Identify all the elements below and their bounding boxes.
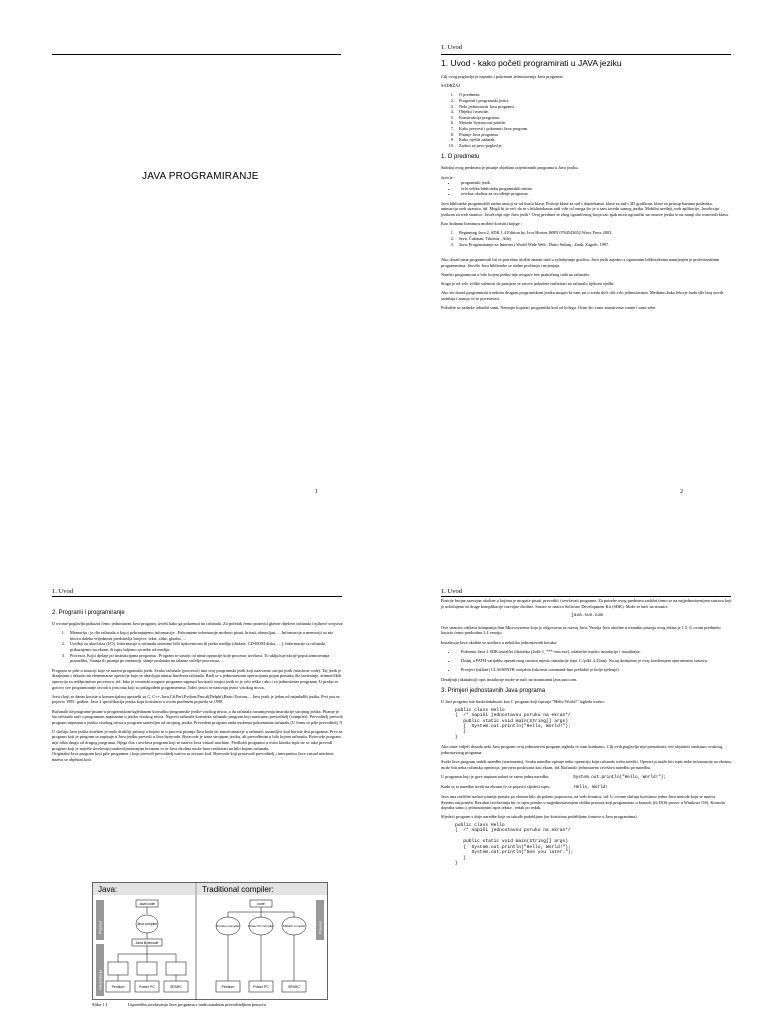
literature-item: 2. Java, Čukman, Tihomir , Alfej <box>455 236 729 242</box>
paragraph: Program se piše u notaciji koje se naziva programski jezik. Svako računalo (procesor) ima svoj programski jezik koji nazivamo strojni jezik (machine code). Taj jezik je dizajniran s faksom na elementarne operacije koje se obavljaju unutar hardvera računala. Radi se o jednostavnim operacijama poput pomaka iliz izmeranje, aritmetičkih operacija za redžprimitno procesora, itd. Iako je teoretski moguće programe napisati koristeći strojni jezik to je vrlo teško i ako i za jednostavne programe. U praksi se gotovo sve programiranje izvodi u jezicima koji su prilagođeni programerima. Takvi jezici se nazivaju jezici visokog nivoa. <box>52 667 342 690</box>
paragraph <box>441 784 733 791</box>
paragraph <box>441 774 733 781</box>
target-sparc-traditional: SPARC <box>288 985 300 989</box>
toc-list <box>441 92 729 148</box>
page-3 <box>0 512 384 1024</box>
header-rule <box>52 596 342 597</box>
target-pentium-traditional: Pentium <box>221 985 235 989</box>
list-item: 1. Memorija : je dio računala u kojoj pohranjujemo informacije . Pohranjene informacije moženo pisati, brisati, obnavljati, ... Informacije u memoriji su niz bitova daleka vrijednosti predstavlja brojeve, tekst, slike, glazbu, ... <box>66 630 344 641</box>
java-panel-label: Java: <box>98 885 118 894</box>
running-header: 1. Uvod <box>441 44 462 51</box>
inline-code: System.out.println("Hello, World!"); <box>573 774 666 780</box>
page-4 <box>384 512 768 1024</box>
side-label-translation-right: Prijevod <box>318 921 323 934</box>
paragraph: Svaki Java program sadrži naredbe (statements). Svaka naredba opisuje neku operaciju koju računalo treba izvršiti. Operacija može biti ispis neke informacije na ekranu, može biti neka računska operacija, provjera poslovana kao ekran, itd. Računalo jednostavno izvršava naredbu po naredbu. <box>441 758 732 770</box>
page-number: 2 <box>680 489 683 495</box>
toc-item: 1. O predmetu. <box>455 92 729 98</box>
bullet-item: • programski jezik <box>457 180 729 186</box>
figure-caption-text: Usporedba izvršavanja Java programa s tradicionalnim prevoditeljima pomoću <box>127 1002 267 1007</box>
section-heading: 1. O predmetu <box>441 154 480 161</box>
paragraph: U slučaju Java jezika korišten je malo drukčiji pristup u kojem se u procesu pisanja Java koda do transformacije u računalo razumljivi kod koriste dva programa. Prvo se program koji je program se zapisuje u Java jeziku prevodi u Java bytecode. Bytecode je izraz strojnom jeziku, ali prevođenim u bilo kojem računalu. Bytecode program nije ništa drugo od drugog programa. Njega čita i izvršava program koji se naziva Java virtual machine. Predložit programu u ovim koraka ispit ste se tako prevodi program koji je najviše izvršavaju nadovoljnotavnjim brzinom to se Java okolina može brzo realizirati na bilo kojem računalu. <box>52 728 343 751</box>
paragraph: Ove stranice održava kompanija Sun Microsystems koja je odgovorna za razvoj Java. Verzija Java okoline u trenutku pisanja ovog teksta je 1.5. U ovom predmetu koristit ćemo prethodnu 1.4 verziju. <box>441 624 721 636</box>
paragraph: Stoga je od vrlo velike važnosti da primjere se setove pokušete realizirati na računalu tijekom vježbi. <box>441 281 615 287</box>
figure-caption <box>92 1002 266 1007</box>
target-sparc: SPARC <box>170 985 182 989</box>
paragraph: Naučiti programirati u bilo kojem jeziku nije moguće bez praktičnog rada na računalu. <box>441 272 590 277</box>
compiler-powerpc: Power PC compiler <box>248 924 274 928</box>
paragraph: Pokušite se zadatke odraditi sami. Nemojte kopirati programski kod od kolega. Ocim što vaste znanstvena varate i sami sebe. <box>441 305 657 311</box>
sdk-url: java.sun.com <box>571 613 603 619</box>
paragraph: Java ima različite načine pisanja poruke po ekranu bilo da poleno poprozoru, na web stranicu, itd. U ovome slučaju koristimo jedna Java metoda koju se naziva System.out.println. Rezultat izvršavanja bit će ispis poruke u najjednostavnijem obliku prozora koji programirao u konzoli (ili DOS prozor u Windows OS). Konzola dopušta samo s jednostavnim ispis teksta , redak po redak. <box>441 794 725 811</box>
compiler-sparc: SPARC compiler <box>282 924 306 928</box>
target-pentium: Pentium <box>111 985 125 989</box>
paragraph: Sadržaj ovog predmeta je pisanje objektno orijentiranih programa u Java jeziku. <box>441 165 579 171</box>
figure-number: Slika 1.1 <box>92 1002 108 1007</box>
paragraph: U Javi program iste funkcionalnosti kao C program koji ispisuje "Hello World!" izgleda ovako: <box>441 699 605 705</box>
traditional-panel-label: Traditional compiler: <box>202 885 274 894</box>
install-step: • Provjeri (ukloni) CLASSPATH varijablu (iskoristi command-line prekidač je bolje rješenje). <box>457 667 733 673</box>
side-label-translation: Prijevod <box>98 921 103 934</box>
java-compiler-node: Java compiler <box>136 922 158 926</box>
header-rule <box>441 54 731 55</box>
target-powerpc-traditional: Power PC <box>253 985 269 989</box>
page-2 <box>384 0 768 512</box>
paragraph: Ako ste dosad programirali u nekom drugom programskom jeziku mogao bi vam pri u sredu doći trik vrlo jednostavnim. Međutim kako lekcije budu išle broj novih sadržaja i znanja će se povećavati. <box>441 290 724 301</box>
toc-item: 4. Objekti i metode. <box>455 109 729 115</box>
paragraph: Ako dosad niste programirali bit će potrebno uložiti znatan trud u svladavanje gradiva. Java jezik zajedno s ogromnim bibliotekama namijenjen je profesionalnim programerima. Stoviše Java biblioteke se stalno proširuju i mijenjaju. <box>441 257 720 268</box>
page-body <box>52 604 344 766</box>
code-listing: public class Hello { /* napiši jednostavnu poruku na ekran*/ public static void main(String[] args) { System.out.println("Hello, World!"); System.out.println("See you later."); } } <box>455 823 574 866</box>
paragraph: Jezici koji se danas koriste u komercijalnoj upotrebi su C, C++,Java,C#,Perl,Python,Pascal(Delphi),Basic,Fortran,... Java jezik je jedan od najmlađih jezika. Prvi put se pojavio 1995. godine. Java 2 specifikacija jezika koju koristimo u ovom predmetu pojavila se 1998. <box>52 693 340 705</box>
page-number: 1 <box>315 489 318 495</box>
bullet-list <box>441 180 729 197</box>
paragraph: Računalo da programe pisane u programskom ugledanom korisniku programske jezike visokog nivoa, a da računala razumijevaju instrukcije strojnog jezika. Pitanje je što računalo radi s programom napisanim u jeziku visokog nivoa. Najveći računale korisnika računalo program koji nazivamo prevoditelj (compiler). Prevoditelj prevodi program napisanu u jeziku visokog nivoa u program sastavljen od strojnog jezika. Prevedeni program onda možemo pokrenutina računalu (U čemu se piše prevoditelj ?) <box>52 708 343 725</box>
toc-item: 3. Neki jednostavni Java programi. <box>455 104 729 110</box>
paragraph: Ako niste vidjeli dosada neki Java program ovaj jednostavni program izgleda će vam konfuzno. Cilj ovih poglavlja nije preuzimati, već objasniti strukturu ovakvog jednostavnog programa. <box>441 744 723 755</box>
section-heading: 2. Programi i programiranje <box>52 610 125 616</box>
paragraph: Postoje brojne razvojne okoline u kojima je moguće pisati, prevoditi i izvršavati programe. Za potrebe ovog predmeta zadržat ćemo se na najjednostavnijem sustavu koji je uobičajeno za druge komplikacije razvojne okoline. Sustav se naziva Software Development Kit (SDK). Može se naći na stranici: <box>441 598 732 609</box>
java-bytecode-box: Java Bytecode <box>135 941 159 945</box>
java-code-box: Java code <box>139 902 155 906</box>
paragraph: Detaljniji (aktualniji) opis instalacije može se naći na stranicama java.sun.com. <box>441 676 578 682</box>
intro-paragraph: Cilj ovog poglavlja je naputiti i pokrenuti jednostavnije Java programe. <box>441 74 564 79</box>
section-heading: 3. Primjeri jednostavnih Java programa <box>441 688 546 695</box>
paragraph: Kao dodatnu literaturu možete koristiti knjige : <box>441 221 522 227</box>
paragraph: Java biblioteke programskih rutina sastoji se od tisuća klasa. Postoje klase za rad s datotekama, klase za rad s 3D grafikom, klase za pristup bazama podataka, animaciju web stranica, itd. Mogli bi se reći da se s bibliotekama radi više od onoga što je u sam izvedu samog jezika. Mobilni uređaji, web aplikacije, JavaScript jezikom za web stranice. JavaScript nije Java jezik ! Ovaj predmet se zbog ograničenog broja sati ipak mora ograničiti na osnove jezika te na manji dio osnovnih klasa. <box>441 200 729 218</box>
paragraph: Java je : <box>441 174 456 180</box>
literature-list <box>441 230 729 247</box>
component-list <box>52 630 344 664</box>
compiler-comparison-figure <box>92 882 328 1000</box>
code-listing: public class Hello { /* napiši jednostavnu poruku na ekran*/ public static void main(String[] args) { System.out.println("Hello, World!"); } } <box>455 707 571 740</box>
list-item: 3. Procesor. Kojii djelaje po instrukcijama programa . Program se sastoji od nima operacije koje procesor izvršava. To uključuje akcije poput izmiravanja prarazliku, čitanja ili pisanja po memoriji, slanje podataka na izlazne sučelje procesora, ... <box>66 653 344 664</box>
top-rule <box>52 54 341 55</box>
list-item: 2. Uređaji za ulaz/izlaz (I/O). Informacije u računalu unosimo bilo tipkovnicom ili preko medija (diskete, CD-ROM diska, ... ). Informacije iz računala prikazujemo na ekrani ili ispis šaljemo na neke od medija. <box>66 641 344 652</box>
header-rule <box>441 596 731 597</box>
compiler-pentium: Pentium compiler <box>216 924 240 928</box>
book-title: JAVA PROGRAMIRANJE <box>142 171 259 182</box>
paragraph: Instalacija Java okoline se uređava u nekoliko jednostavnih koraka: <box>441 639 557 645</box>
toc-item: 8. Pisanje Java programa. <box>455 132 729 138</box>
install-step: • Dodaj u PATH varijablu operativnog sustava mjesto instalacije (npr. C:\jdk1.4.2\bin). Na taj dodajemo je ovaj korištenjem operativnim sustavu. <box>457 658 733 664</box>
toc-item: 2. Programi i programski jezici. <box>455 98 729 104</box>
install-step: • Pokrenut Java 2 SDK installer (datoteka j2sdk-1_***-win.exe), odaberite mjesto instalacije i instalirajte. <box>457 649 733 655</box>
literature-item: 1. Beginning Java 2, SDK 1.4 Edition by, Ivor Horton ISBN 0764543652 Wrox Press 2003. <box>455 230 729 236</box>
toc-heading: SADRŽAJ <box>441 83 460 89</box>
running-header: 1. Uvod <box>52 588 73 595</box>
paragraph: Sljedeći program s drije naredbe koje su takođe podebljano (ne koristimo podebljane fontove u Java programima). <box>441 814 638 820</box>
toc-item: 10. Zadaci za prvo poglavlje. <box>455 143 729 149</box>
page-1 <box>0 0 384 512</box>
bullet-item: • vrlo velika biblioteka programskih rutina <box>457 186 729 192</box>
side-label-interpretation: Interpretacija <box>98 969 103 990</box>
toc-item: 5. Konstrukcija programa. <box>455 115 729 121</box>
toc-item: 7. Kako prevesti i pokrenuti Java program. <box>455 126 729 132</box>
paragraph: U ovome poglavlju prikazat ćemo jednostavni Java program, izvešt kako ga pokrenuti na računalu. Za početak ćemo ponoviti glavne dijelove računala i njihove svojstva: <box>52 621 344 626</box>
toc-item: 9. Kako riješiti zadatak. <box>455 137 729 143</box>
paragraph: Originalni Java program koji piše programer i koje prevodi prevoditelj naziva se izvorni kod. Bytecode koji proizvodi prevoditelj i interpretira Java virtual machine naziva se objektni kod. <box>52 751 334 762</box>
paragraph-text: U programu koji je gore napisan nalazi se samo jedna naredba: <box>441 773 550 779</box>
page-body <box>441 598 733 870</box>
install-steps <box>441 649 733 673</box>
source-code-box: code <box>257 902 265 906</box>
target-powerpc: Power PC <box>139 985 155 989</box>
literature-item: 3. Java: Programiranje za Internet i World Wide Web , Dario Sušanj , Znak, Zagreb, 1997. <box>455 242 729 248</box>
console-output: Hello, World! <box>574 784 608 790</box>
running-header: 1. Uvod <box>441 588 462 595</box>
bullet-item: • izvršna okolina za izvođenje programa. <box>457 191 729 197</box>
toc-item: 6. Metoda System.out.println. <box>455 120 729 126</box>
page-body <box>441 58 729 314</box>
paragraph-text: Kada se ta naredba izvrši na ekranu će se pojaviti sljedeći ispis: <box>441 783 551 789</box>
chapter-title: 1. Uvod - kako početi programirati u JAVA jeziku <box>441 58 622 68</box>
